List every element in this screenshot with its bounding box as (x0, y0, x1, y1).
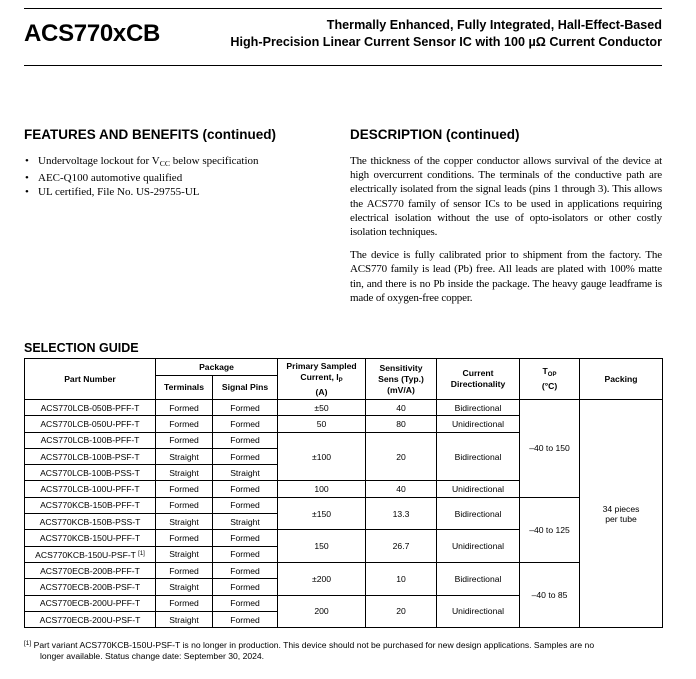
cell-terminals: Formed (156, 530, 213, 546)
description-paragraph: The device is fully calibrated prior to shipment from the factory. The ACS770 family is lead (Pb) free. All leads are plated with 100% matte tin, and there is no Pb inside the package. The heavy gauge leadframe is made of oxygen-free copper. (350, 249, 662, 304)
cell-terminals: Formed (156, 481, 213, 497)
features-item: • AEC-Q100 automotive qualified (24, 171, 259, 185)
cell-signal-pins: Formed (213, 400, 278, 416)
cell-direction: Unidirectional (437, 530, 520, 563)
cell-top-range: –40 to 150 (520, 400, 580, 498)
cell-signal-pins: Formed (213, 416, 278, 432)
col-header-signal-pins: Signal Pins (213, 376, 278, 400)
cell-current: ±50 (278, 400, 366, 416)
cell-signal-pins: Formed (213, 562, 278, 578)
col-header-top (520, 359, 580, 400)
col-header-sensitivity (366, 359, 437, 400)
cell-current: 100 (278, 481, 366, 497)
top-header-unit: (°C) (541, 381, 558, 391)
cell-signal-pins: Formed (213, 530, 278, 546)
cell-sensitivity: 40 (366, 481, 437, 497)
cell-sensitivity: 40 (366, 400, 437, 416)
cell-terminals: Formed (156, 432, 213, 448)
cell-sensitivity: 13.3 (366, 497, 437, 530)
primary-header-sub: P (338, 377, 343, 384)
footnote (24, 638, 664, 662)
cell-terminals: Straight (156, 465, 213, 481)
header-description-line2: High-Precision Linear Current Sensor IC with 100 µΩ Current Conductor (230, 35, 662, 49)
cell-direction: Unidirectional (437, 416, 520, 432)
sens-header-line1: Sensitivity (379, 362, 423, 373)
description-title: DESCRIPTION (continued) (350, 127, 520, 142)
cell-signal-pins: Formed (213, 432, 278, 448)
sens-header-line3: (mV/A) (387, 384, 415, 395)
cell-top-range: –40 to 85 (520, 562, 580, 627)
cell-terminals: Straight (156, 611, 213, 627)
dir-header-line2: Directionality (450, 379, 506, 389)
cell-part: ACS770LCB-100B-PSF-T (25, 448, 156, 464)
cell-sensitivity: 10 (366, 562, 437, 595)
cell-direction: Unidirectional (437, 481, 520, 497)
cell-signal-pins: Formed (213, 579, 278, 595)
dir-header-line1: Current (462, 368, 494, 378)
cell-part: ACS770LCB-050B-PFF-T (25, 400, 156, 416)
primary-header-line2-prefix: Current, I (300, 371, 339, 382)
cell-part: ACS770ECB-200U-PFF-T (25, 595, 156, 611)
cell-direction: Bidirectional (437, 497, 520, 530)
col-header-terminals: Terminals (156, 376, 213, 400)
cell-part: ACS770ECB-200B-PFF-T (25, 562, 156, 578)
cell-direction: Unidirectional (437, 595, 520, 628)
cell-current: 150 (278, 530, 366, 563)
col-header-directionality (437, 359, 520, 400)
cell-part: ACS770LCB-100U-PFF-T (25, 481, 156, 497)
cell-current: ±200 (278, 562, 366, 595)
cell-sensitivity: 26.7 (366, 530, 437, 563)
col-header-primary-current (278, 359, 366, 400)
top-header-sub: OP (547, 372, 557, 378)
col-header-packing: Packing (580, 359, 663, 400)
footnote-line2: longer available. Status change date: September 30, 2024. (40, 651, 265, 661)
cell-part (25, 546, 156, 562)
cell-terminals: Straight (156, 579, 213, 595)
cell-part: ACS770KCB-150U-PFF-T (25, 530, 156, 546)
header-description (230, 17, 662, 51)
cell-terminals: Formed (156, 562, 213, 578)
packing-line2: per tube (605, 513, 637, 524)
cell-sensitivity: 20 (366, 432, 437, 481)
cell-terminals: Formed (156, 497, 213, 513)
cell-part: ACS770LCB-050U-PFF-T (25, 416, 156, 432)
cell-terminals: Formed (156, 595, 213, 611)
table-row (25, 400, 663, 416)
table-row (25, 497, 663, 513)
cell-current: ±150 (278, 497, 366, 530)
cell-part: ACS770KCB-150B-PSS-T (25, 514, 156, 530)
col-header-package: Package (156, 359, 278, 376)
cell-sensitivity: 20 (366, 595, 437, 628)
cell-part: ACS770ECB-200B-PSF-T (25, 579, 156, 595)
header-rule-bottom (24, 65, 662, 66)
cell-top-range: –40 to 125 (520, 497, 580, 562)
features-title: FEATURES AND BENEFITS (continued) (24, 127, 276, 142)
cell-terminals: Formed (156, 400, 213, 416)
cell-terminals: Straight (156, 448, 213, 464)
features-item: • UL certified, File No. US-29755-UL (24, 185, 259, 199)
cell-direction: Bidirectional (437, 400, 520, 416)
footnote-text: Part variant ACS770KCB-150U-PSF-T is no longer in production. This device should not be purchased for new design applications. Samples are no (31, 640, 595, 650)
footnote-ref: [1] (138, 550, 145, 557)
cell-signal-pins: Formed (213, 497, 278, 513)
features-item1-prefix: Undervoltage lockout for V (38, 155, 160, 167)
header-rule-top (24, 8, 662, 9)
description-body (350, 154, 662, 314)
features-item1-suffix: below specification (169, 155, 259, 167)
primary-header-line1: Primary Sampled (286, 360, 357, 371)
description-paragraph: The thickness of the copper conductor allows survival of the device at high overcurrent conditions. The terminals of the conductive path are electrically isolated from the signal leads (pins 1 through 3). This allows the ACS770 family of sensor ICs to be used in applications requiring electrical isolation without the use of opto-isolators or other costly isolation techniques. (350, 155, 662, 239)
cell-part: ACS770KCB-150B-PFF-T (25, 497, 156, 513)
footnote-mark: [1] (24, 640, 32, 647)
primary-header-line2 (278, 372, 365, 387)
cell-signal-pins: Straight (213, 514, 278, 530)
cell-signal-pins: Formed (213, 481, 278, 497)
table-row (25, 562, 663, 578)
part-number-title: ACS770xCB (24, 20, 161, 47)
cell-current: 50 (278, 416, 366, 432)
cell-direction: Bidirectional (437, 562, 520, 595)
cell-part: ACS770ECB-200U-PSF-T (25, 611, 156, 627)
features-list (24, 154, 259, 199)
selection-guide-table (24, 358, 663, 628)
cell-signal-pins: Straight (213, 465, 278, 481)
cell-direction: Bidirectional (437, 432, 520, 481)
features-item1-sub: CC (159, 159, 170, 168)
packing-line1: 34 pieces (602, 503, 640, 514)
cell-signal-pins: Formed (213, 546, 278, 562)
cell-signal-pins: Formed (213, 448, 278, 464)
cell-current: ±100 (278, 432, 366, 481)
cell-sensitivity: 80 (366, 416, 437, 432)
top-header-line1 (520, 366, 579, 381)
cell-terminals: Straight (156, 546, 213, 562)
cell-signal-pins: Formed (213, 611, 278, 627)
cell-current: 200 (278, 595, 366, 628)
cell-part-text: ACS770KCB-150U-PSF-T (35, 549, 136, 560)
cell-signal-pins: Formed (213, 595, 278, 611)
primary-header-line3: (A) (315, 386, 328, 397)
selection-guide-title: SELECTION GUIDE (24, 341, 139, 355)
cell-terminals: Formed (156, 416, 213, 432)
header-description-line1: Thermally Enhanced, Fully Integrated, Hall-Effect-Based (326, 18, 662, 32)
cell-part: ACS770LCB-100B-PFF-T (25, 432, 156, 448)
cell-part: ACS770LCB-100B-PSS-T (25, 465, 156, 481)
cell-terminals: Straight (156, 514, 213, 530)
cell-packing (580, 400, 663, 628)
sens-header-line2: Sens (Typ.) (378, 373, 424, 384)
features-item (24, 154, 259, 171)
footnote-line1 (24, 638, 664, 651)
top-header-prefix: T (542, 366, 548, 376)
col-header-part-number: Part Number (25, 359, 156, 400)
